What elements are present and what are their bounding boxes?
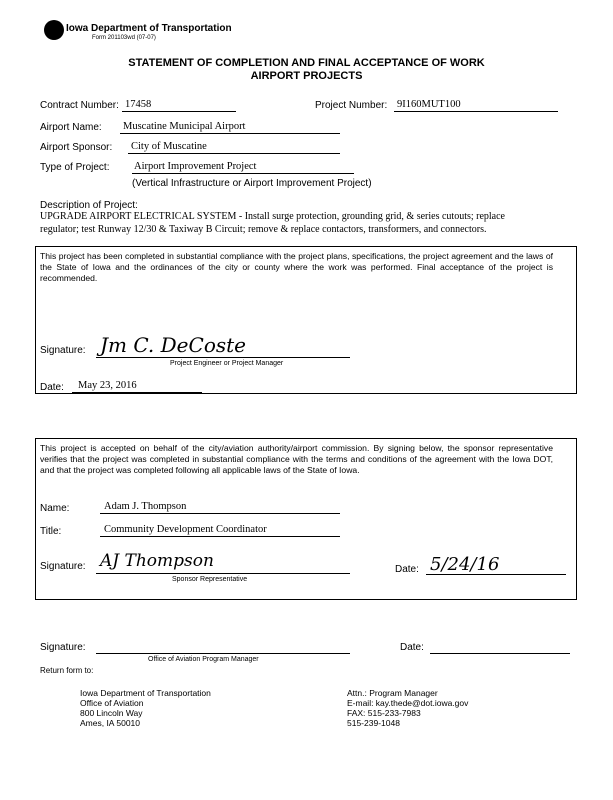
engineer-signature-label: Signature: xyxy=(40,345,86,356)
airport-sponsor-label: Airport Sponsor: xyxy=(40,142,113,153)
agency-name: Iowa Department of Transportation xyxy=(66,23,232,34)
sponsor-name-label: Name: xyxy=(40,503,70,514)
sponsor-name: Adam J. Thompson xyxy=(104,501,187,512)
address-line: Iowa Department of Transportation xyxy=(80,688,211,698)
airport-name-label: Airport Name: xyxy=(40,122,102,133)
sponsor-title: Community Development Coordinator xyxy=(104,524,267,535)
title-line1: STATEMENT OF COMPLETION AND FINAL ACCEPTANCE OF WORK xyxy=(128,57,485,69)
engineer-signature-caption: Project Engineer or Project Manager xyxy=(170,360,284,367)
address-line: Office of Aviation xyxy=(80,698,144,708)
iowa-dot-logo-icon xyxy=(44,20,64,40)
engineer-statement: This project has been completed in substantial compliance with the project plans, specifications, the project agreement and the laws of the State of Iowa and the ordinances of the city or county where the work was performed. Final acceptance of the project is recommended. xyxy=(40,251,553,283)
sponsor-date: 5/24/16 xyxy=(430,554,500,575)
sponsor-title-label: Title: xyxy=(40,526,62,537)
project-type: Airport Improvement Project xyxy=(134,161,257,172)
engineer-date-label: Date: xyxy=(40,382,64,393)
project-type-hint: (Vertical Infrastructure or Airport Improvement Project) xyxy=(132,178,372,189)
aviation-signature-label: Signature: xyxy=(40,642,86,653)
project-type-label: Type of Project: xyxy=(40,162,110,173)
project-number-label: Project Number: xyxy=(315,100,388,111)
return-contact xyxy=(347,688,468,728)
description-line1: UPGRADE AIRPORT ELECTRICAL SYSTEM - Install surge protection, grounding grid, & series cutouts; replace xyxy=(40,211,505,222)
airport-sponsor: City of Muscatine xyxy=(131,141,207,152)
form-number: Form 201103wd (07-07) xyxy=(92,35,156,41)
engineer-date: May 23, 2016 xyxy=(78,380,137,391)
airport-name: Muscatine Municipal Airport xyxy=(123,121,246,132)
description-line2: regulator; test Runway 12/30 & Taxiway B Circuit; remove & replace contactors, transformers, and connectors. xyxy=(40,224,487,235)
engineer-signature: Jm C. DeCoste xyxy=(100,333,246,357)
aviation-date-label: Date: xyxy=(400,642,424,653)
contract-number: 17458 xyxy=(125,99,152,110)
address-line: Ames, IA 50010 xyxy=(80,718,141,728)
contact-fax: FAX: 515-233-7983 xyxy=(347,708,421,718)
sponsor-signature: AJ Thompson xyxy=(100,551,214,571)
contract-number-label: Contract Number: xyxy=(40,100,119,111)
title-line2: AIRPORT PROJECTS xyxy=(250,70,363,82)
return-address xyxy=(80,688,211,728)
aviation-signature-caption: Office of Aviation Program Manager xyxy=(148,656,259,663)
return-label: Return form to: xyxy=(40,666,94,675)
project-number: 9I160MUT100 xyxy=(397,99,461,110)
description-label: Description of Project: xyxy=(40,200,138,211)
sponsor-signature-label: Signature: xyxy=(40,561,86,572)
contact-email[interactable]: E-mail: kay.thede@dot.iowa.gov xyxy=(347,698,469,708)
sponsor-statement: This project is accepted on behalf of the city/aviation authority/airport commission. By signing below, the sponsor representative verifies that the project was completed in substantial compliance with the terms and conditions of the agreement with the Iowa DOT, and that the project was completed following all applicable laws of the State of Iowa. xyxy=(40,443,553,475)
sponsor-date-label: Date: xyxy=(395,564,419,575)
contact-line: Attn.: Program Manager xyxy=(347,688,438,698)
address-line: 800 Lincoln Way xyxy=(80,708,143,718)
contact-phone: 515-239-1048 xyxy=(347,718,400,728)
sponsor-signature-caption: Sponsor Representative xyxy=(172,576,248,583)
